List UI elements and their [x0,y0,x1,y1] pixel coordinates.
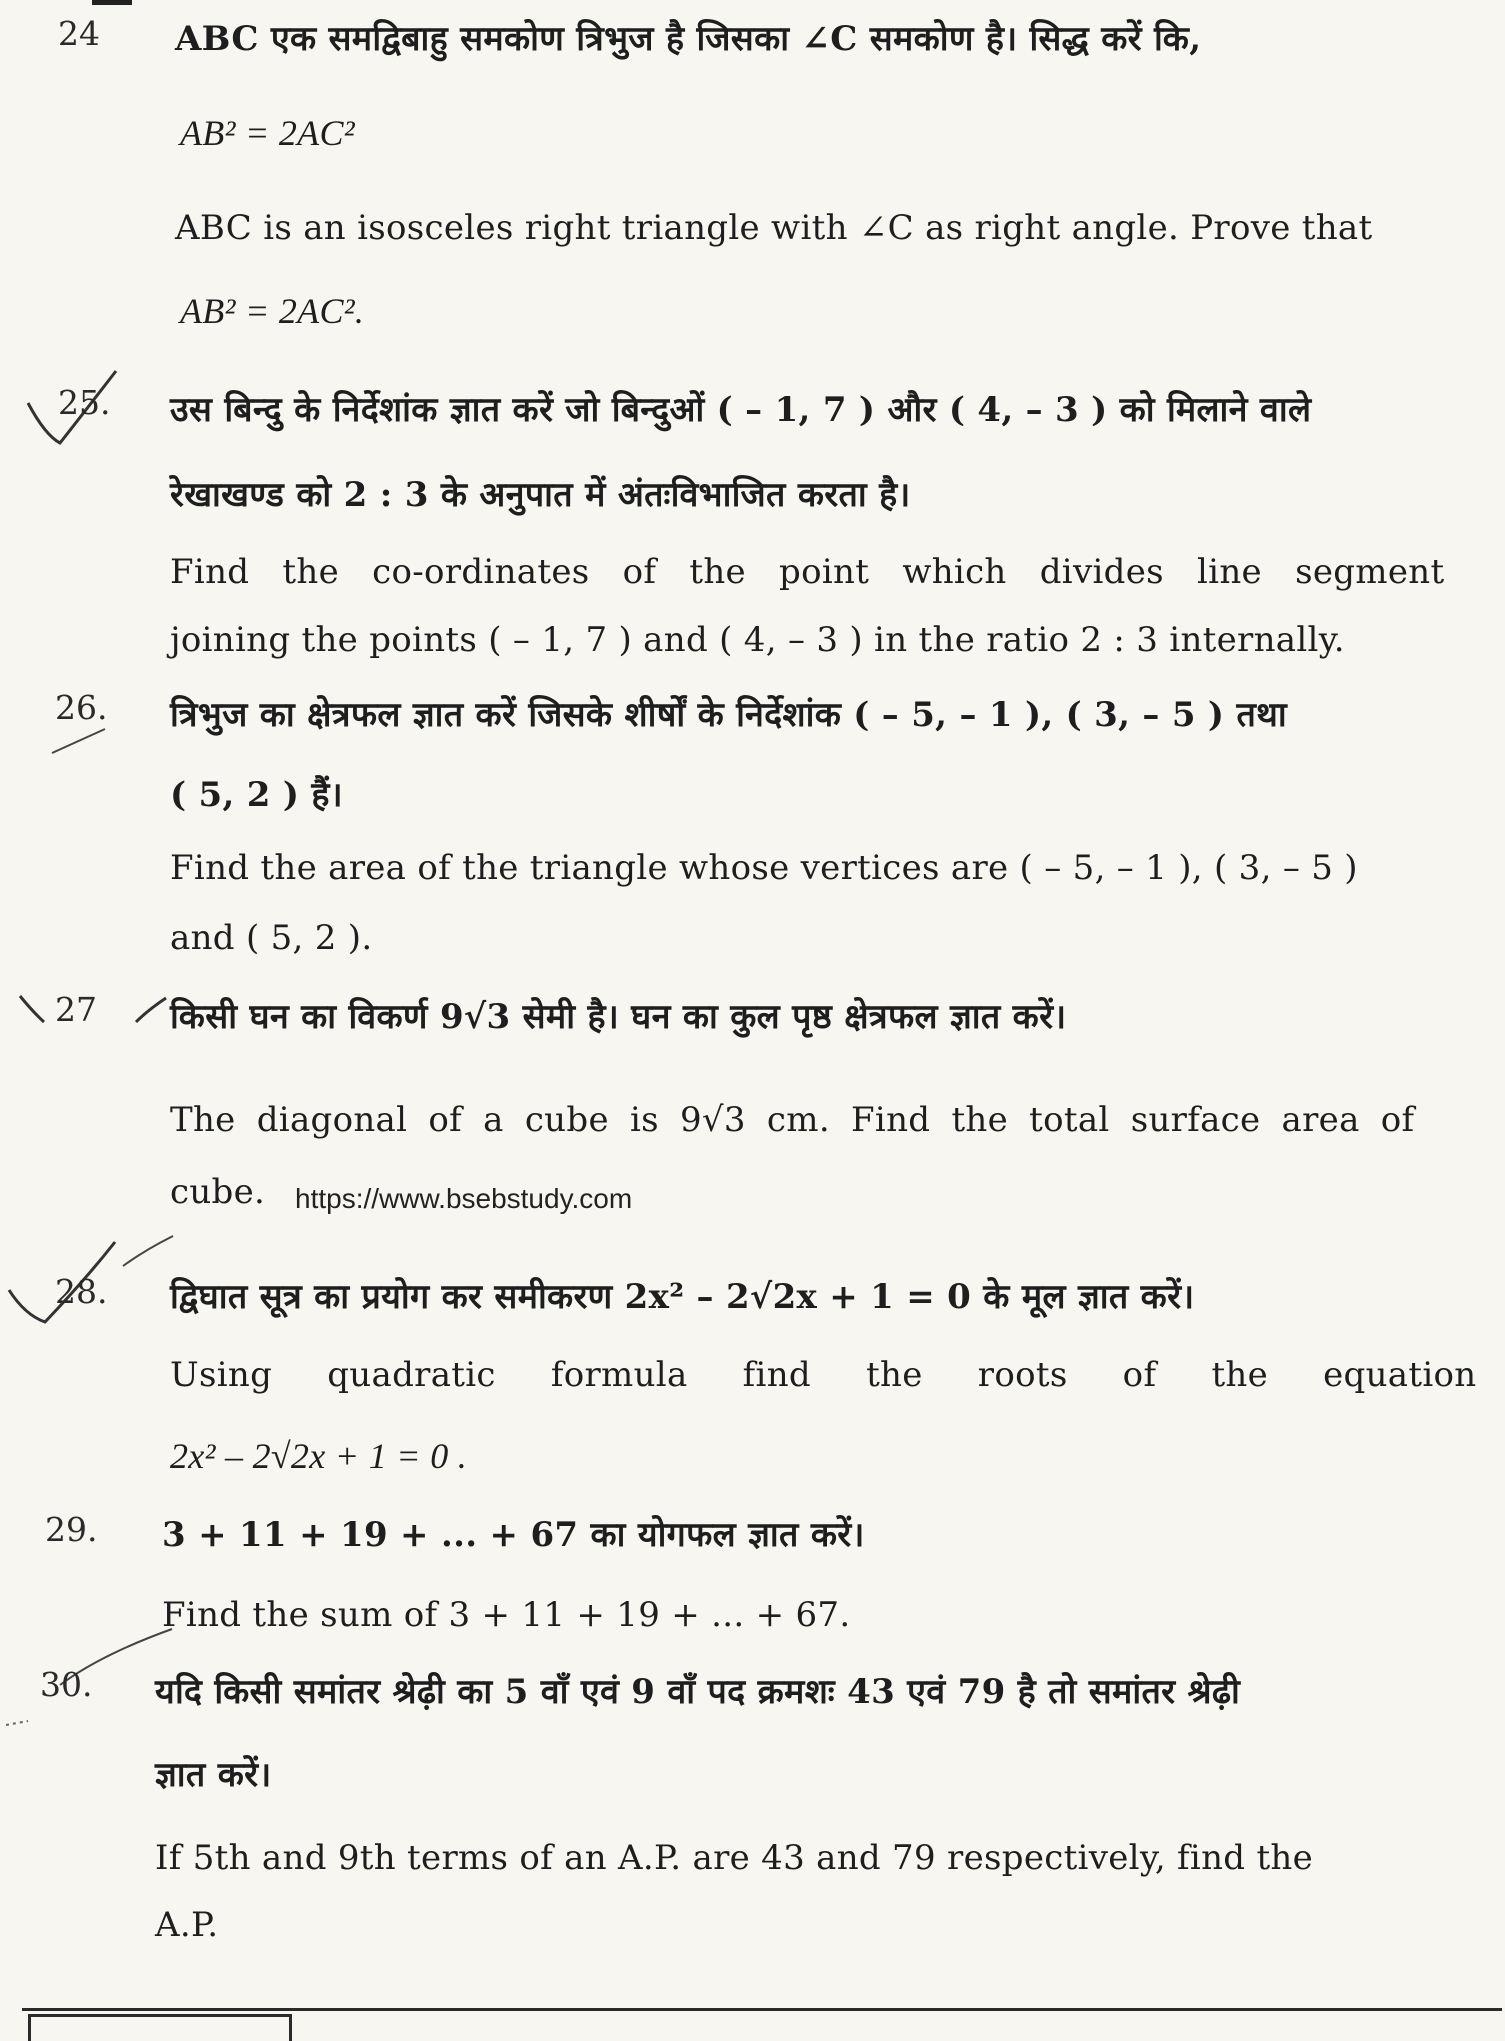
question-hindi-line: त्रिभुज का क्षेत्रफल ज्ञात करें जिसके शीर्षों के निर्देशांक ( – 5, – 1 ), ( 3, – 5 ) तथा [170,695,1287,735]
question-english-line: and ( 5, 2 ). [170,918,373,958]
question-english-line: Find the area of the triangle whose vertices are ( – 5, – 1 ), ( 3, – 5 ) [170,848,1358,888]
question-hindi-line: ABC एक समद्विबाहु समकोण त्रिभुज है जिसका ∠C समकोण है। सिद्ध करें कि, [175,19,1202,59]
pen-mark-icon [50,725,110,755]
question-english-line: cube. [170,1172,266,1212]
question-number: 27 [55,990,97,1029]
question-english-line: Using quadratic formula find the roots of the equation [170,1355,1477,1395]
question-number: 24 [58,14,100,53]
question-english-line: joining the points ( – 1, 7 ) and ( 4, – 3 ) in the ratio 2 : 3 internally. [170,620,1345,660]
question-hindi-line: यदि किसी समांतर श्रेढ़ी का 5 वाँ एवं 9 वाँ पद क्रमशः 43 एवं 79 है तो समांतर श्रेढ़ी [155,1672,1241,1712]
question-hindi-line: किसी घन का विकर्ण 9√3 सेमी है। घन का कुल पृष्ठ क्षेत्रफल ज्ञात करें। [170,997,1067,1037]
question-hindi-line: उस बिन्दु के निर्देशांक ज्ञात करें जो बिन्दुओं ( – 1, 7 ) और ( 4, – 3 ) को मिलाने वाले [170,390,1312,430]
footer-rule [22,2008,1502,2011]
question-hindi-line: द्विघात सूत्र का प्रयोग कर समीकरण 2x² – 2√2x + 1 = 0 के मूल ज्ञात करें। [170,1277,1195,1317]
question-english-line: A.P. [155,1905,219,1945]
question-hindi-line: रेखाखण्ड को 2 : 3 के अनुपात में अंतःविभाजित करता है। [170,475,911,515]
question-english-line: AB² = 2AC². [180,291,365,331]
question-hindi-line: 3 + 11 + 19 + ... + 67 का योगफल ज्ञात करें। [162,1515,865,1555]
question-english-line: Find the co-ordinates of the point which divides line segment [170,552,1445,592]
question-english-line: 2x² – 2√2x + 1 = 0 . [170,1436,468,1476]
question-number: 29. [45,1510,98,1549]
question-english-line: The diagonal of a cube is 9√3 cm. Find the total surface area of [170,1100,1415,1140]
question-number: 25. [58,383,111,422]
question-number: 30. [40,1665,93,1704]
question-number: 26. [55,688,108,727]
question-english-line: ABC is an isosceles right triangle with ∠C as right angle. Prove that [175,208,1373,248]
question-hindi-line: AB² = 2AC² [180,113,355,153]
question-number: 28. [55,1272,108,1311]
question-english-line: Find the sum of 3 + 11 + 19 + ... + 67. [162,1595,851,1635]
footer-code-box [28,2014,292,2041]
top-rule [92,0,132,5]
watermark-url: https://www.bsebstudy.com [295,1183,633,1214]
question-hindi-line: ज्ञात करें। [155,1755,272,1795]
question-english-line: If 5th and 9th terms of an A.P. are 43 and 79 respectively, find the [155,1838,1314,1878]
question-hindi-line: ( 5, 2 ) हैं। [170,775,343,815]
